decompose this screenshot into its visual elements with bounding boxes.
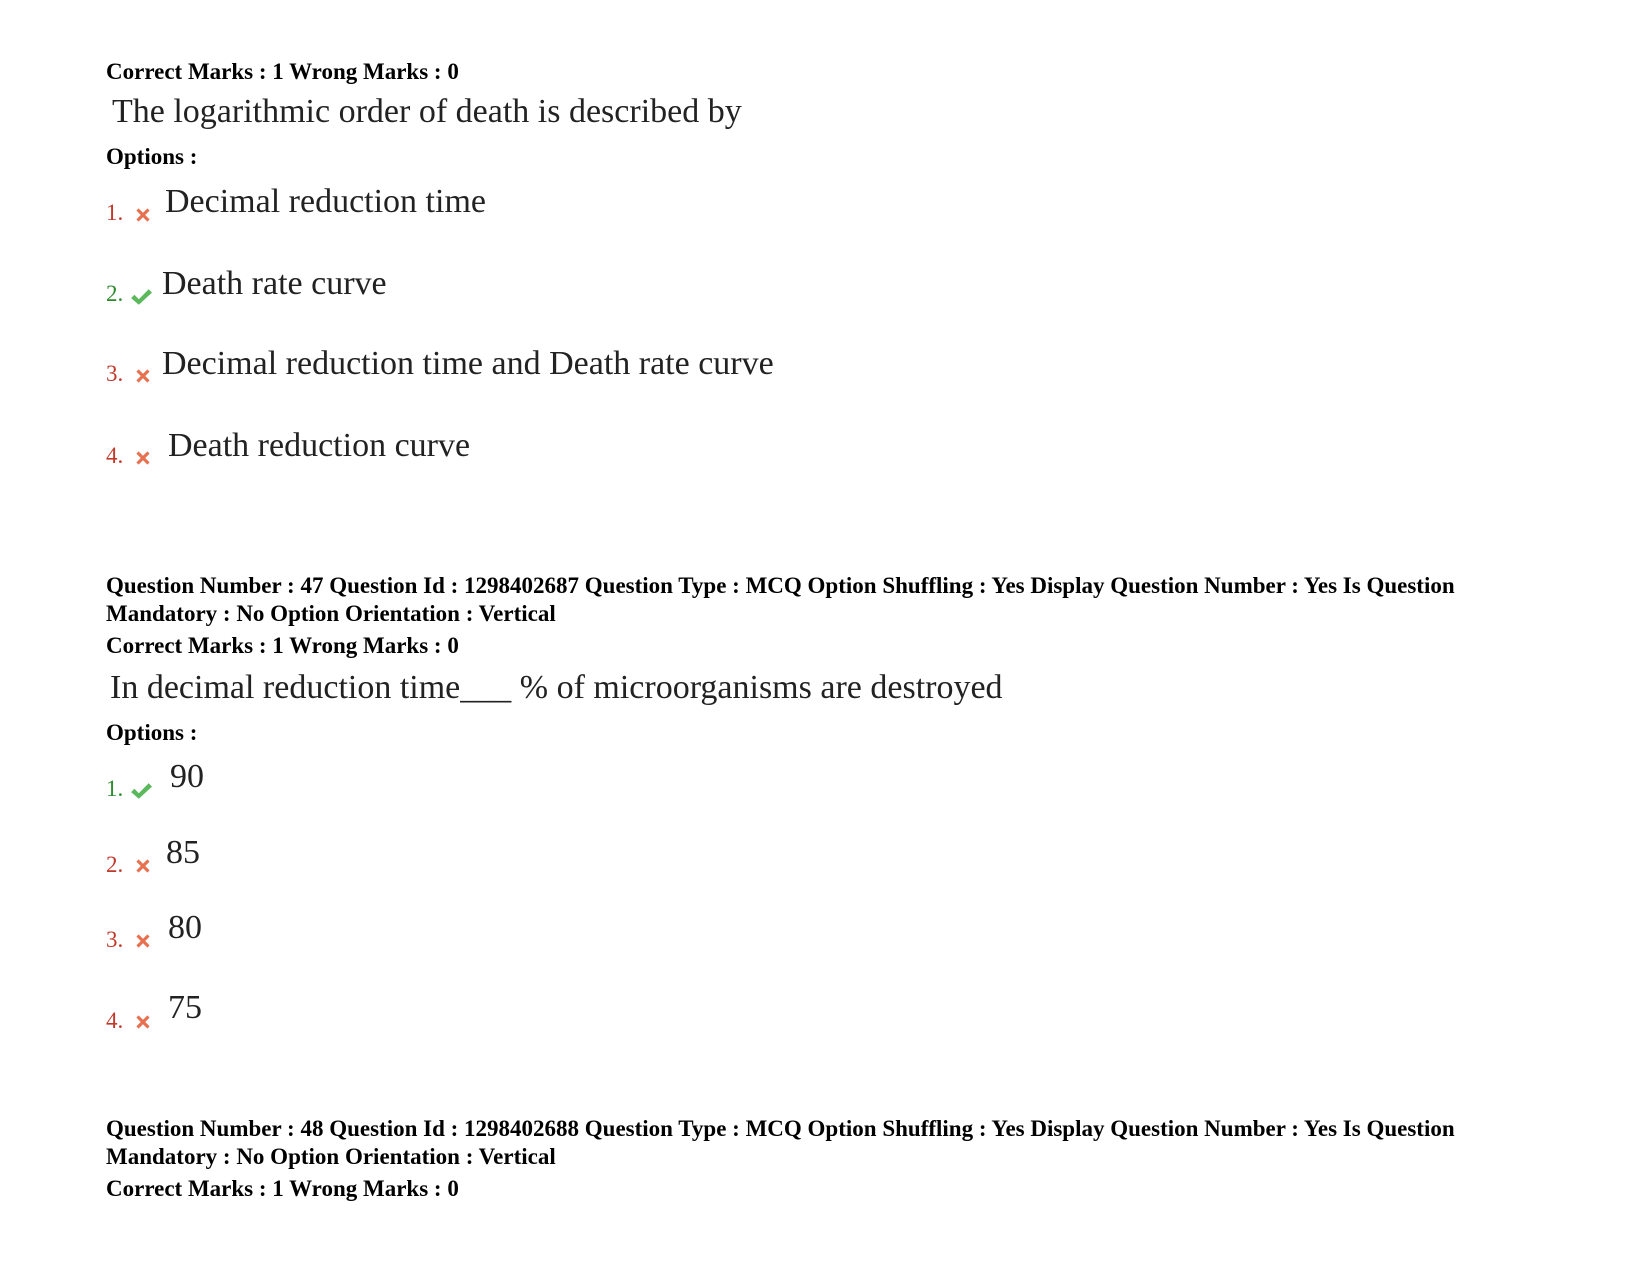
q46-option-3-text: Decimal reduction time and Death rate curve	[162, 345, 774, 382]
q46-question-text: The logarithmic order of death is described by	[112, 93, 742, 130]
q46-option-3-number: 3.	[106, 361, 124, 386]
q46-options-label: Options :	[106, 144, 198, 169]
q46-option-2-number: 2.	[106, 281, 124, 306]
q46-option-4-text: Death reduction curve	[168, 427, 471, 464]
q47-option-2-text: 85	[166, 834, 200, 871]
q46-option-1-text: Decimal reduction time	[165, 183, 486, 220]
cross-icon	[132, 447, 154, 469]
cross-icon	[132, 855, 154, 877]
q46-option-1-number: 1.	[106, 200, 124, 225]
q47-marks: Correct Marks : 1 Wrong Marks : 0	[106, 633, 459, 658]
q47-option-3-number: 3.	[106, 927, 124, 952]
q46-option-4-number: 4.	[106, 443, 124, 468]
q47-option-1-text: 90	[170, 758, 204, 795]
q47-option-2-number: 2.	[106, 852, 124, 877]
cross-icon	[132, 204, 154, 226]
q48-marks: Correct Marks : 1 Wrong Marks : 0	[106, 1176, 459, 1201]
q47-options-label: Options :	[106, 720, 198, 745]
q47-header: Question Number : 47 Question Id : 1298402687 Question Type : MCQ Option Shuffling : Yes Display Question Number : Yes Is Question Mandatory : No Option Orientation : Vertical	[106, 573, 1455, 626]
q46-marks: Correct Marks : 1 Wrong Marks : 0	[106, 59, 459, 84]
cross-icon	[132, 365, 154, 387]
q47-option-3-text: 80	[168, 909, 202, 946]
q46-option-2-text: Death rate curve	[162, 265, 387, 302]
q47-option-1-number: 1.	[106, 776, 124, 801]
check-icon	[130, 780, 152, 802]
q47-option-4-number: 4.	[106, 1008, 124, 1033]
cross-icon	[132, 1011, 154, 1033]
q47-option-4-text: 75	[168, 989, 202, 1026]
cross-icon	[132, 930, 154, 952]
check-icon	[130, 286, 152, 308]
q48-header: Question Number : 48 Question Id : 1298402688 Question Type : MCQ Option Shuffling : Yes Display Question Number : Yes Is Question Mandatory : No Option Orientation : Vertical	[106, 1116, 1455, 1169]
q47-question-text: In decimal reduction time___ % of microorganisms are destroyed	[110, 669, 1003, 706]
